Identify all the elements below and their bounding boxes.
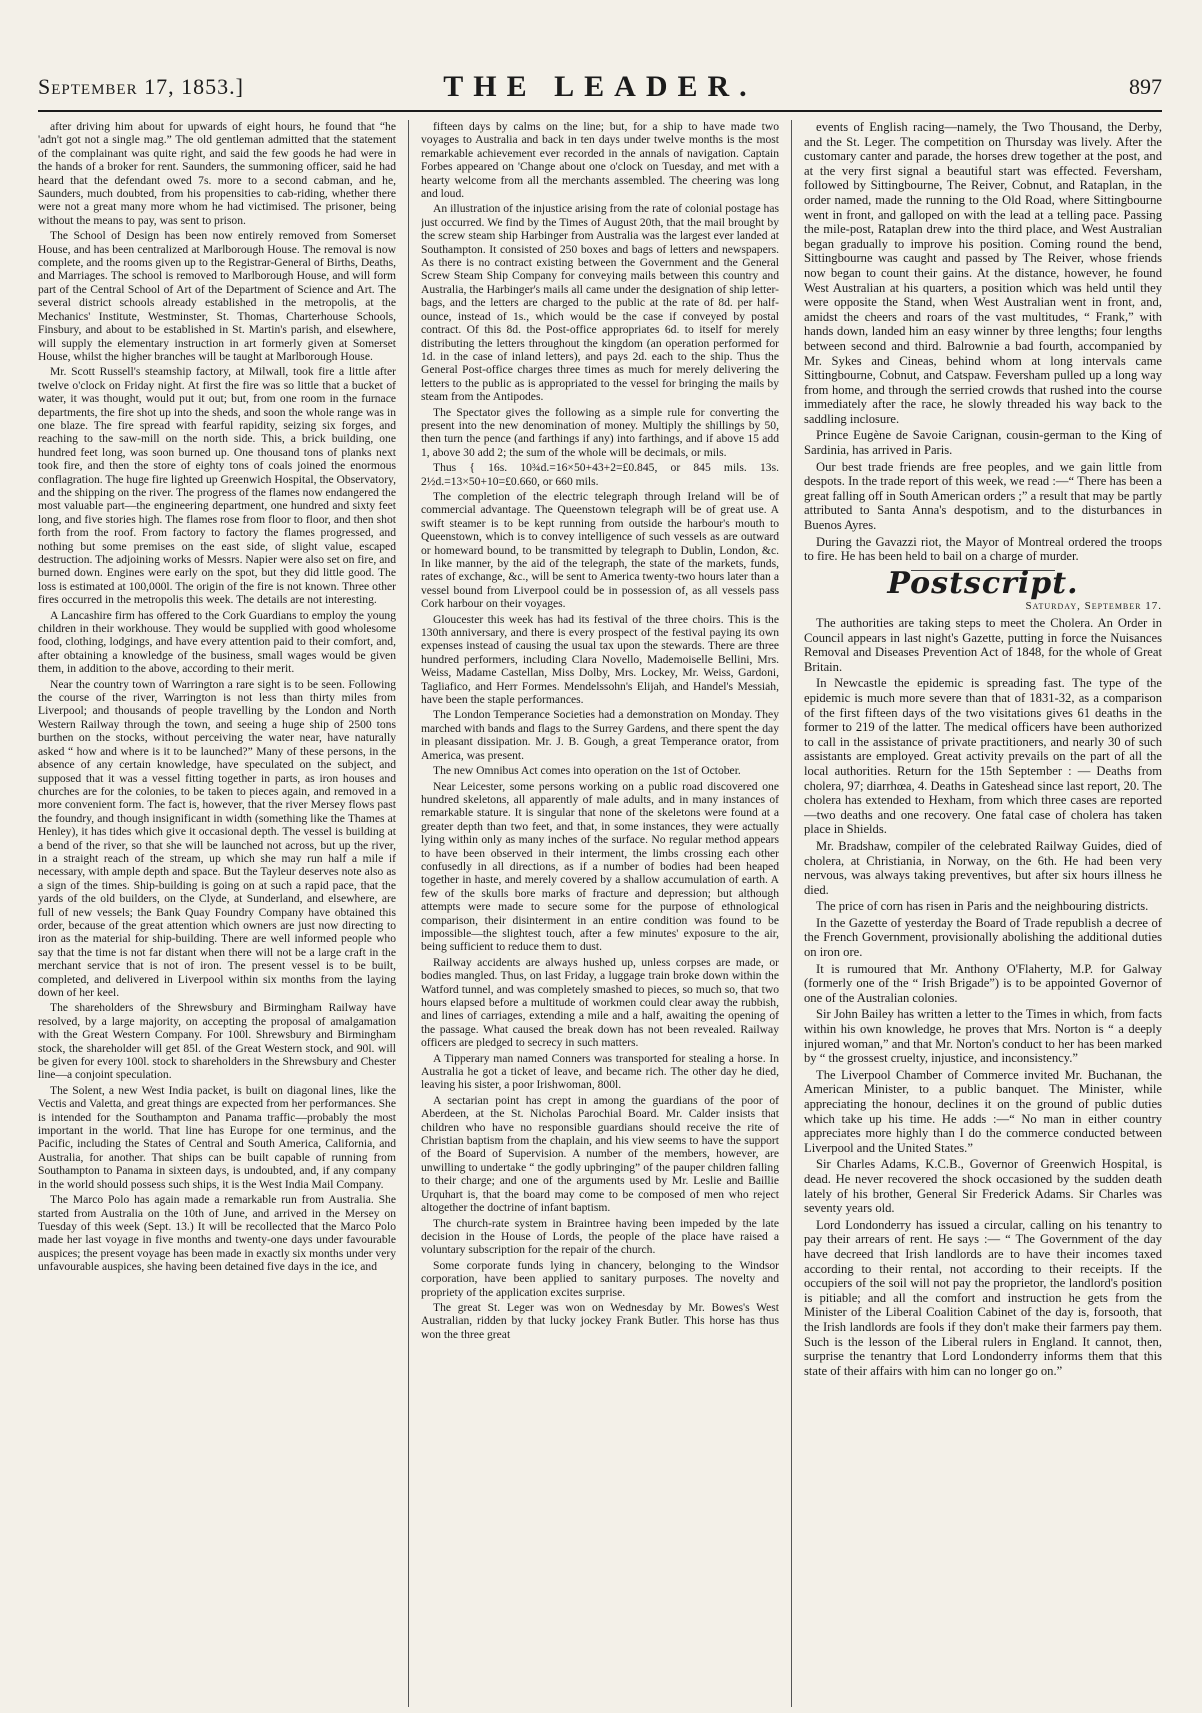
- article-paragraph: During the Gavazzi riot, the Mayor of Montreal ordered the troops to fire. He has been held to bail on a charge of murder.: [804, 534, 1162, 564]
- column-3-postscript: [804, 616, 1162, 1378]
- article-paragraph: A Tipperary man named Conners was transported for stealing a horse. In Australia he got a ticket of leave, and became rich. The other day he died, leaving his sister, a poor Irishwoman, 800l.: [421, 1051, 779, 1092]
- article-columns: [38, 120, 1162, 1707]
- article-paragraph: Mr. Scott Russell's steamship factory, at Milwall, took fire a little after twelve o'clock on Friday night. At first the fire was so little that a bucket of water, it was thought, would put it out; but, from one room in the furnace departments, the fire shot up into the sheds, and soon the whole range was in one blaze. The fire spread with fearful rapidity, seizing six forges, and reaching to the saw-mill on the north side. This, a brick building, one hundred feet long, was soon burned up. One thousand tons of planks next took fire, and then the store of eighty tons of coals joined the enormous conflagration. The huge fire lighted up Greenwich Hospital, the Observatory, and the shipping on the river. The progress of the flames now endangered the most valuable part—the engineering department, one hundred and sixty feet long, and five stories high. The flames rose from floor to floor, and then shot forth from the roof. From factory to factory the flames progressed, and nothing but some premises on the east side, of slight value, escaped destruction. The adjoining works of Messrs. Napier were also set on fire, and burned down. Engines were early on the spot, but they did little good. The loss is estimated at 100,000l. The origin of the fire is not known. Three other fires occurred in the metropolis this week. The details are not interesting.: [38, 365, 396, 607]
- article-paragraph: Railway accidents are always hushed up, unless corpses are made, or bodies mangled. Thus, on last Friday, a luggage train broke down within the Watford tunnel, and was completely smashed to pieces, so much so, that two hours elapsed before a multitude of workmen could clear away the rubbish, and lines of carriages, extending a mile and a half, awaiting the opening of the passage. What caused the break down has not been revealed. Railway officers are pledged to secrecy in such matters.: [421, 955, 779, 1050]
- article-paragraph: Gloucester this week has had its festival of the three choirs. This is the 130th anniversary, and there is every prospect of the festival paying its own expenses instead of causing the usual tax upon the stewards. There are three hundred performers, including Clara Novello, Mademoiselle Bellini, Mrs. Weiss, Madame Castellan, Miss Dolby, Mrs. Lockey, Mr. Weiss, Gardoni, Tagliafico, and Herr Formes. Mendelssohn's Elijah, and Handel's Messiah, have been the staple performances.: [421, 612, 779, 707]
- article-paragraph: A sectarian point has crept in among the guardians of the poor of Aberdeen, at the St. Nicholas Parochial Board. Mr. Calder insists that children who have no responsible guardians should receive the rite of Christian baptism from the chaplain, and his view seems to have the support of the Board of Supervision. A number of the members, however, are unwilling to undertake “ the godly upbringing” of the pauper children falling to their charge; and one of the arguments used by Mr. Leslie and Baillie Urquhart is, that the board may come to be composed of men who reject altogether the doctrine of infant baptism.: [421, 1093, 779, 1215]
- column-1: [38, 120, 396, 1707]
- article-paragraph: events of English racing—namely, the Two Thousand, the Derby, and the St. Leger. The competition on Thursday was lively. After the customary canter and parade, the horses drew together at the post, and at the very first signal a beautiful start was effected. Feversham, followed by Sittingbourne, The Reiver, Cobnut, and Rataplan, in the order named, made the running to the Old Road, where Sittingbourne went in front, and galloped on with the lead at a telling pace. Passing the mile-post, Rataplan drew into the third place, and West Australian began gradually to improve his position. Coming round the bend, Sittingbourne was caught and passed by The Reiver, whose friends now began to count their gains. At the distance, however, he found West Australian at his quarters, a position which was held until they were opposite the Stand, when West Australian went in front, and, amidst the cheers and roars of the vast multitudes, “ Frank,” with hands down, landed him an easy winner by three lengths; four lengths between second and third. Balrownie a bad fourth, accompanied by Mr. Sykes and Cineas, behind whom at long intervals came Sittingbourne, Cobnut, and Catspaw. Feversham pulled up a long way from home, and through the serried crowds that rushed into the course immediately after the race, he slowly threaded his way back to the saddling inclosure.: [804, 120, 1162, 426]
- column-3-news: [804, 120, 1162, 564]
- article-paragraph: In the Gazette of yesterday the Board of Trade republish a decree of the French Government, provisionally abolishing the additional duties on iron ore.: [804, 915, 1162, 960]
- article-paragraph: Sir Charles Adams, K.C.B., Governor of Greenwich Hospital, is dead. He never recovered the shock occasioned by the sudden death lately of his brother, General Sir Frederick Adams. Sir Charles was seventy years old.: [804, 1157, 1162, 1216]
- article-paragraph: The Marco Polo has again made a remarkable run from Australia. She started from Australia on the 10th of June, and arrived in the Mersey on Tuesday of this week (Sept. 13.) It will be recollected that the Marco Polo made her last voyage in five months and twenty-one days under favourable auspices; the present voyage has been made in exactly six months under very unfavourable auspices, she having been detained five days in the ice, and: [38, 1193, 396, 1274]
- article-paragraph: The great St. Leger was won on Wednesday by Mr. Bowes's West Australian, ridden by that lucky jockey Frank Butler. This horse has thus won the three great: [421, 1300, 779, 1341]
- article-paragraph: The completion of the electric telegraph through Ireland will be of commercial advantage. The Queenstown telegraph will be of great use. A swift steamer is to be kept running from outside the harbour's mouth to Queenstown, which is to convey intelligence of such vessels as are outward or homeward bound, to be transmitted by telegraph to Dublin, London, &c. In like manner, by the aid of the telegraph, the state of the markets, funds, rates of exchange, &c., will be sent to America twenty-two hours later than a vessel bound from Liverpool could be in possession of, as all vessels pass Cork harbour on their voyages.: [421, 489, 779, 611]
- article-paragraph: after driving him about for upwards of eight hours, he found that “he 'adn't got not a single mag.” The old gentleman admitted that the statement of the complainant was quite right, and said the few goods he had were in the hands of a broker for rent. Saunders, the summoning officer, said he had heard that the defendant owed 7s. more to a second cabman, and he, Saunders, much doubted, from his propensities to cab-riding, whether there were not a great many more whom he had victimised. The prisoner, being without the means to pay, was sent to prison.: [38, 120, 396, 227]
- article-paragraph: The authorities are taking steps to meet the Cholera. An Order in Council appears in last night's Gazette, putting in force the Nuisances Removal and Diseases Prevention Act of 1848, for the whole of Great Britain.: [804, 616, 1162, 674]
- article-paragraph: The Solent, a new West India packet, is built on diagonal lines, like the Vectis and Valetta, and great things are expected from her performances. She is intended for the Southampton and Panama traffic—probably the most important in the world. That line has Europe for one terminus, and the Pacific, including the States of Central and South America, California, and Australia, for another. That ships can be built capable of running from Southampton to Panama in sixteen days, is undoubted, and, if any company in the world should possess such ships, it is the West India Mail Company.: [38, 1083, 396, 1191]
- column-3: [804, 120, 1162, 1707]
- article-paragraph: Some corporate funds lying in chancery, belonging to the Windsor corporation, have been applied to sanitary purposes. The novelty and propriety of the application excites surprise.: [421, 1258, 779, 1299]
- masthead: [38, 70, 1162, 112]
- newspaper-title: THE LEADER.: [443, 70, 757, 103]
- article-paragraph: The church-rate system in Braintree having been impeded by the late decision in the House of Lords, the people of the place have raised a voluntary subscription for the repair of the church.: [421, 1216, 779, 1257]
- article-paragraph: The price of corn has risen in Paris and the neighbouring districts.: [816, 899, 1149, 914]
- article-paragraph: Near Leicester, some persons working on a public road discovered one hundred skeletons, all apparently of male adults, and in many instances of remarkable stature. It is singular that none of the skeletons were found at a greater depth than two feet, and that, in some instances, they were actually lying within only as many inches of the surface. No regular method appears to have been observed in their interment, the limbs crossing each other confusedly in all directions, as if a number of bodies had been heaped together in haste, and merely covered by a shallow accumulation of earth. A few of the skulls bore marks of fracture and depression; but although attempts were made to secure some for the purpose of ethnological comparison, their disinterment in an entire condition was found to be impossible—the slightest touch, after a few minutes' exposure to the air, being sufficient to reduce them to dust.: [421, 779, 779, 954]
- article-paragraph: Mr. Bradshaw, compiler of the celebrated Railway Guides, died of cholera, at Christiania, in Norway, on the 6th. He had been very nervous, was always taking preventives, but after six hours illness he died.: [804, 838, 1162, 897]
- postscript-heading: Postscript.: [887, 565, 1079, 601]
- article-paragraph: A Lancashire firm has offered to the Cork Guardians to employ the young children in their workhouse. They would be supplied with good wholesome food, clothing, lodgings, and have every attention paid to their comfort, and, after obtaining a knowledge of the business, small wages would be given them, in addition to the above, according to their merit.: [38, 608, 396, 676]
- article-paragraph: The Liverpool Chamber of Commerce invited Mr. Buchanan, the American Minister, to a public banquet. The Minister, while appreciating the honour, declines it on the ground of public duties which take up his time. He adds :—“ No man in either country appreciates more highly than I do the commerce conducted between Liverpool and the United States.”: [804, 1067, 1162, 1155]
- postscript-date: Saturday, September 17.: [1025, 600, 1162, 613]
- column-divider: [408, 120, 409, 1707]
- column-divider: [791, 120, 792, 1707]
- article-paragraph: It is rumoured that Mr. Anthony O'Flaherty, M.P. for Galway (formerly one of the “ Irish Brigade”) is to be appointed Governor of one of the Australian colonies.: [804, 961, 1162, 1005]
- article-paragraph: fifteen days by calms on the line; but, for a ship to have made two voyages to Australia and back in ten days under twelve months is the most remarkable achievement ever recorded in the annals of navigation. Captain Forbes appeared on 'Change about one o'clock on Tuesday, and met with a hearty welcome from all the merchants assembled. The cheering was long and loud.: [421, 120, 779, 201]
- article-paragraph: In Newcastle the epidemic is spreading fast. The type of the epidemic is much more severe than that of 1831-32, as a comparison of the first fifteen days of the two visitations gives 61 deaths in the former to 219 of the latter. The medical officers have been authorized to call in the assistance of private practitioners, and nearly 30 of such assistants are employed. Great activity prevails on the part of all the local authorities. Return for the 15th September : — Deaths from cholera, 97; diarrhœa, 4. Deaths in Gateshead since last report, 20. The cholera has extended to Hexham, from which three cases are reported—two deaths and one recovery. One fatal case of cholera has taken place in Shields.: [804, 676, 1162, 837]
- article-paragraph: An illustration of the injustice arising from the rate of colonial postage has just occurred. We find by the Times of August 20th, that the mail brought by the screw steam ship Harbinger from Australia was the largest ever landed at Southampton. It consisted of 250 boxes and bags of letters and newspapers. As there is no contract existing between the Government and the General Screw Steam Ship Company for conveying mails between this country and Australia, the Harbinger's mails all came under the designation of ship letter-bags, and the letters are charged to the public at the rate of 8d. per half-ounce, instead of 1s., which would be the case if conveyed by postal contract. Of this 8d. the Post-office appropriates 6d. to itself for merely distributing the letters throughout the kingdom (an operation performed for 1d. in the case of inland letters), and pays 2d. each to the ship. Thus the General Post-office charges three times as much for merely delivering the letters to the public as is appropriated to the vessel for bringing the mails by steam from the Antipodes.: [421, 202, 779, 404]
- article-paragraph: The London Temperance Societies had a demonstration on Monday. They marched with bands and flags to the Surrey Gardens, and there spent the day in pleasant dissipation. Mr. J. B. Gough, a great Temperance orator, from America, was present.: [421, 708, 779, 762]
- issue-date: September 17, 1853.]: [38, 74, 244, 99]
- article-paragraph: Lord Londonderry has issued a circular, calling on his tenantry to pay their arrears of rent. He says :— “ The Government of the day have decreed that Irish landlords are to have their incomes taxed according to their rental, not according to their receipts. If the occupiers of the soil will not pay the proprietor, the landlord's position is pitiable; and all the comfort and instruction he gets from the Minister of the Liberal Coalition Cabinet of the day is, forsooth, that the Irish landlords are fools if they don't make their farmers pay them. Such is the lesson of the Liberal rulers in England. It cannot, then, surprise the tenantry that Lord Londonderry informs them that this state of their affairs with him can no longer go on.”: [804, 1217, 1162, 1378]
- article-paragraph: Prince Eugène de Savoie Carignan, cousin-german to the King of Sardinia, has arrived in Paris.: [804, 428, 1162, 458]
- column-2: [421, 120, 779, 1707]
- article-paragraph: Thus { 16s. 10¾d.=16×50+43+2=£0.845, or 845 mils. 13s. 2½d.=13×50+10=£0.660, or 660 mils.: [421, 461, 779, 488]
- article-paragraph: The Spectator gives the following as a simple rule for converting the present into the new denomination of money. Multiply the shillings by 50, then turn the pence (and farthings if any) into farthings, and if above 15 add 1, above 30 add 2; the sum of the whole will be decimals, or mils.: [421, 405, 779, 459]
- article-paragraph: Sir John Bailey has written a letter to the Times in which, from facts within his own knowledge, he proves that Mrs. Norton is “ a deeply injured woman,” and that Mr. Norton's conduct to her has been marked by “ the grossest cruelty, injustice, and inconsistency.”: [804, 1007, 1162, 1066]
- page-number: 897: [1129, 74, 1162, 99]
- article-paragraph: Near the country town of Warrington a rare sight is to be seen. Following the course of the river, Warrington is not less than thirty miles from Liverpool; and thousands of people travelling by the London and North Western Railway through the town, and seeing a huge ship of 2500 tons burthen on the stocks, without perceiving the water near, have naturally asked “ how and where is it to be launched?” Many of these persons, in the absence of any certain knowledge, have speculated on the subject, and supposed that it was a vessel fitting together in parts, as iron houses and churches are for the colonies, to be taken to pieces again, and removed in a more convenient form. The fact is, however, that the river Mersey flows past the foundry, and though insignificant in width (something like the Thames at Henley), it has tides which give it occasional depth. The vessel is building at a bend of the river, so that she will be launched not across, but up the river, in a straight reach of the stream, up which she may run half a mile if necessary, with ample depth and space. But the Tayleur deserves note also as a sign of the times. Ship-building is going on at such a rapid pace, that the yards of the old builders, on the Clyde, at Sunderland, and elsewhere, are full of new vessels; the Bank Quay Foundry Company have obtained this order, because of the great attention which owners are just now directing to iron as the material for ship-building. There are well informed people who say that the time is not far distant when there will not be a large craft in the merchant service that is not of iron. The present vessel is to be built, completed, and delivered in Liverpool within six months from the laying down of her keel.: [38, 677, 396, 999]
- article-paragraph: The new Omnibus Act comes into operation on the 1st of October.: [433, 764, 741, 778]
- article-paragraph: Our best trade friends are free peoples, and we gain little from despots. In the trade report of this week, we read :—“ There has been a great falling off in South American orders ;” a result that may be partly attributed to Santa Anna's despotism, and to the disturbances in Buenos Ayres.: [804, 459, 1162, 533]
- article-paragraph: The School of Design has been now entirely removed from Somerset House, and has been centralized at Marlborough House. The removal is now complete, and the rooms given up to the Registrar-General of Births, Deaths, and Marriages. The school is removed to Marlborough House, and will form part of the Central School of Art of the Department of Science and Art. The several district schools already established in the metropolis, at the Mechanics' Institute, Westminster, St. Thomas, Charterhouse Schools, Finsbury, and about to be established in St. Martin's parish, and elsewhere, will supply the elementary instruction in art formerly given at Somerset House, whilst the higher branches will be taught at Marlborough House.: [38, 229, 396, 363]
- article-paragraph: The shareholders of the Shrewsbury and Birmingham Railway have resolved, by a large majority, on accepting the proposal of amalgamation with the Great Western Company. For 100l. Shrewsbury and Birmingham stock, the shareholder will get 85l. of the Great Western stock, and 90l. will be given for every 100l. stock to shareholders in the Shrewsbury and Chester line—a conjoint speculation.: [38, 1001, 396, 1082]
